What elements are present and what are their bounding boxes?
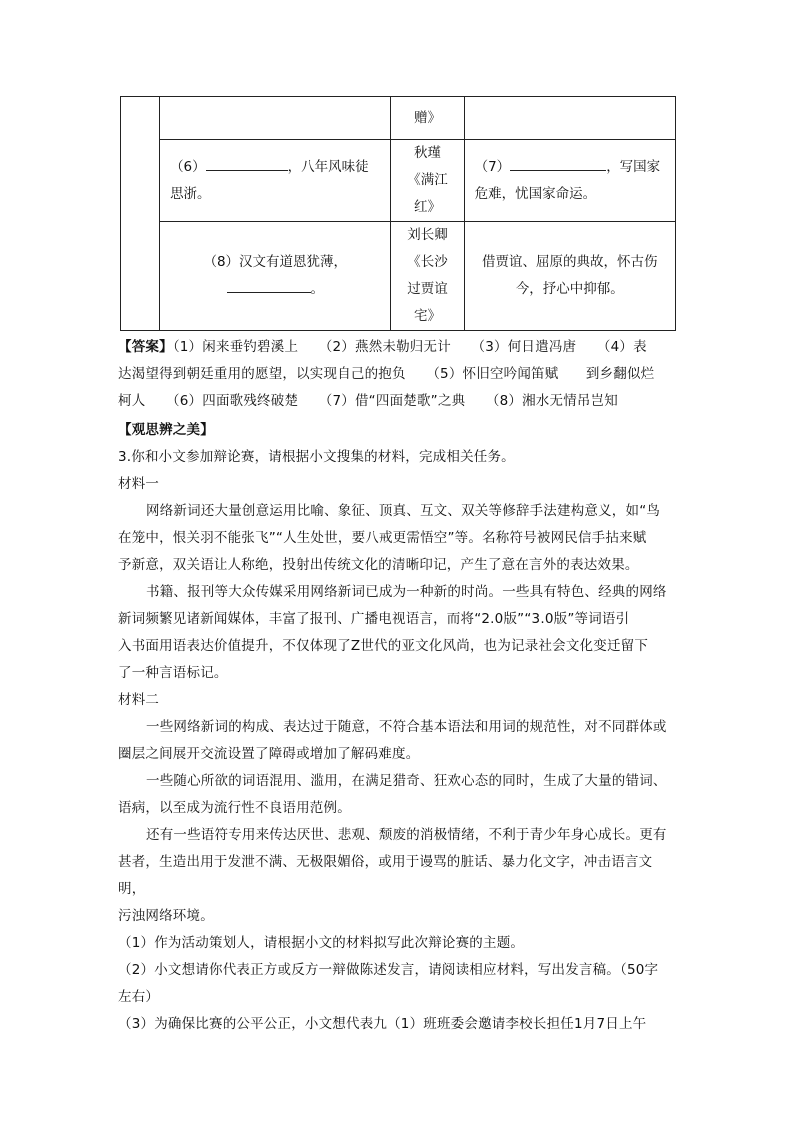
paragraph-line: 网络新词还大量创意运用比喻、象征、顶真、互文、双关等修辞手法建构意义，如“鸟 [146, 503, 661, 519]
answer-block [118, 334, 678, 415]
task-item: （2）小文想请你代表正方或反方一辩做陈述发言，请阅读相应材料，写出发言稿。（50字 [118, 962, 659, 978]
poem-source: 秋瑾《满江红》 [407, 145, 448, 215]
table-row [121, 222, 676, 331]
answer-line: （1）闲来垂钓碧溪上 （2）燕然未勒归无计 （3）何日遣冯唐 （4）表 [172, 339, 647, 355]
paragraph-line: 还有一些语符专用来传达厌世、悲观、颓废的消极情绪，不利于青少年身心成长。更有 [146, 827, 667, 843]
task-item: （3）为确保比赛的公平公正，小文想代表九（1）班班委会邀请李校长担任1月7日上午 [118, 1016, 647, 1032]
poem-source: 刘长卿《长沙过贾谊宅》 [407, 227, 448, 324]
table-cell [391, 97, 464, 140]
answer-line: 柯人 （6）四面歌残终破楚 （7）借“四面楚歌”之典 （8）湘水无情吊岂知 [118, 393, 619, 409]
answer-line: 达渴望得到朝廷重用的愿望，以实现自己的抱负 （5）怀旧空吟闻笛赋 到乡翻似烂 [118, 366, 655, 382]
table-side-cell [121, 97, 160, 331]
table-cell [160, 222, 391, 331]
paragraph-line: 书籍、报刊等大众传媒采用网络新词已成为一种新的时尚。一些具有特色、经典的网络 [146, 584, 667, 600]
answer-label: 【答案】 [118, 339, 173, 355]
table-cell [464, 222, 675, 331]
poem-source: 赠》 [414, 109, 442, 126]
task-item: 左右） [118, 989, 160, 1005]
paragraph-line: 一些随心所欲的词语混用、滥用，在满足猎奇、狂欢心态的同时，生成了大量的错词、 [146, 773, 667, 789]
poem-description: ，写国家危难，忧国家命运。 [474, 158, 661, 202]
paragraph-line: 入书面用语表达价值提升，不仅体现了Z世代的亚文化风尚，也为记录社会文化变迁留下 [118, 638, 649, 654]
answer-blank [227, 277, 311, 293]
content-block [118, 417, 678, 1038]
table-cell [464, 97, 675, 140]
table-row [121, 140, 676, 222]
question-stem: 3.你和小文参加辩论赛，请根据小文搜集的材料，完成相关任务。 [118, 449, 515, 465]
poem-line: ，八年风味徒思浙。 [170, 158, 369, 202]
poem-description: 借贾谊、屈原的典故，怀古伤今，抒心中抑郁。 [482, 254, 658, 297]
paragraph-line: 圈层之间展开交流设置了障碍或增加了解码难度。 [118, 746, 420, 762]
blank-number: （6） [170, 158, 206, 175]
paragraph-line: 甚者，生造出用于发泄不满、无极限媚俗，或用于谩骂的脏话、暴力化文字，冲击语言文明， [118, 854, 653, 897]
blank-number: （7） [474, 158, 511, 175]
paragraph-line: 予新意，双关语让人称绝，投射出传统文化的清晰印记，产生了意在言外的表达效果。 [118, 557, 639, 573]
paragraph-line: 语病，以至成为流行性不良语用范例。 [118, 800, 351, 816]
table-cell [160, 140, 391, 222]
paragraph-line: 在笼中，恨关羽不能张飞”“人生处世，要八戒更需悟空”等。名称符号被网民信手拈来赋 [118, 530, 647, 546]
paragraph-line: 了一种言语标记。 [118, 665, 228, 681]
paragraph-line: 一些网络新词的构成、表达过于随意，不符合基本语法和用词的规范性，对不同群体或 [146, 719, 667, 735]
paragraph-line: 新词频繁见诸新闻媒体，丰富了报刊、广播电视语言，而将“2.0版”“3.0版”等词语引 [118, 611, 630, 627]
task-item: （1）作为活动策划人，请根据小文的材料拟写此次辩论赛的主题。 [118, 935, 525, 951]
table-cell [464, 140, 675, 222]
table-cell [391, 222, 464, 331]
table-row [121, 97, 676, 140]
answer-blank [510, 155, 606, 171]
poem-table [120, 96, 676, 331]
answer-blank [206, 155, 288, 171]
material-label: 材料二 [118, 692, 160, 708]
material-label: 材料一 [118, 476, 160, 492]
section-title: 【观思辨之美】 [118, 422, 214, 438]
table-cell [160, 97, 391, 140]
poem-line: （8）汉文有道恩犹薄， [203, 254, 348, 270]
paragraph-line: 污浊网络环境。 [118, 908, 214, 924]
poem-line-end: 。 [310, 281, 325, 297]
table-cell [391, 140, 464, 222]
